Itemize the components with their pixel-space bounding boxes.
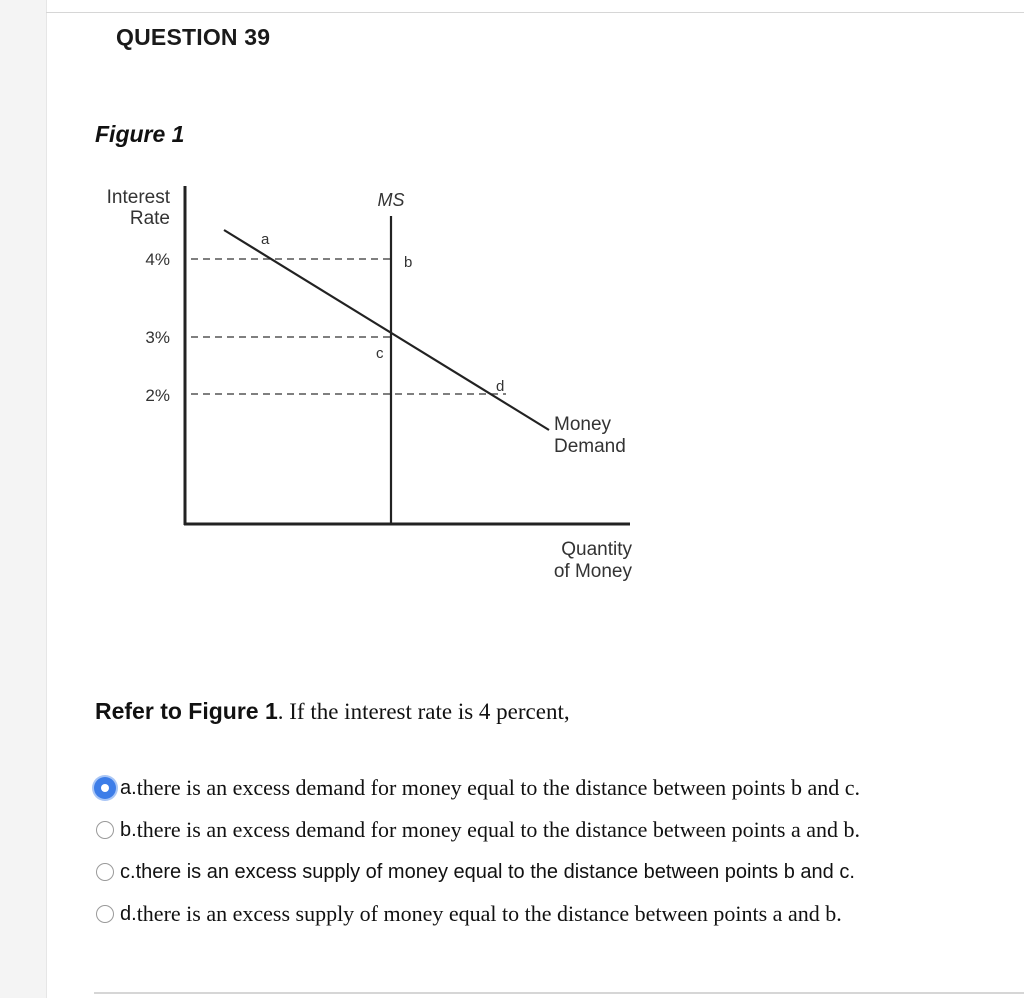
x-axis-label-line2: of Money xyxy=(553,561,632,582)
point-b-label: b xyxy=(404,254,413,271)
option-c[interactable] xyxy=(96,857,855,887)
option-c-text: there is an excess supply of money equal to the distance between points b and c. xyxy=(135,860,855,883)
point-d-label: d xyxy=(496,378,505,395)
money-demand-label-line2: Demand xyxy=(554,436,626,457)
option-a-letter: a. xyxy=(120,776,137,799)
point-c-label: c xyxy=(376,345,384,362)
option-a-text: there is an excess demand for money equal to the distance between points b and c. xyxy=(136,775,861,800)
option-b-letter: b. xyxy=(120,818,137,841)
y-axis-label-line2: Rate xyxy=(129,208,170,229)
y-tick-4: 4% xyxy=(145,250,170,269)
question-title: QUESTION 39 xyxy=(116,24,271,50)
point-a-label: a xyxy=(261,231,270,248)
ms-label: MS xyxy=(377,190,405,210)
money-demand-line xyxy=(224,230,549,430)
figure-title: Figure 1 xyxy=(95,121,185,147)
option-c-letter: c. xyxy=(120,860,136,883)
bottom-divider xyxy=(94,992,1024,994)
y-tick-2: 2% xyxy=(145,386,170,405)
y-axis-label-line1: Interest xyxy=(106,187,170,208)
option-d[interactable] xyxy=(96,899,842,929)
left-gutter xyxy=(0,0,47,998)
option-d-text: there is an excess supply of money equal to the distance between points a and b. xyxy=(136,901,842,926)
y-tick-3: 3% xyxy=(145,328,170,347)
radio-icon[interactable] xyxy=(96,905,114,923)
money-market-chart xyxy=(94,180,654,600)
radio-icon[interactable] xyxy=(96,821,114,839)
option-b-text: there is an excess demand for money equal to the distance between points a and b. xyxy=(136,817,861,842)
prompt-figure-ref: Refer to Figure 1 xyxy=(95,698,278,724)
top-divider xyxy=(46,12,1024,13)
money-demand-label-line1: Money xyxy=(554,414,612,435)
radio-selected-icon[interactable] xyxy=(94,777,116,799)
option-a[interactable] xyxy=(96,773,860,803)
prompt-text: . If the interest rate is 4 percent, xyxy=(277,699,570,724)
option-d-letter: d. xyxy=(120,902,137,925)
x-axis-label-line1: Quantity xyxy=(561,539,632,560)
question-prompt xyxy=(95,698,570,725)
option-b[interactable] xyxy=(96,815,860,845)
radio-icon[interactable] xyxy=(96,863,114,881)
